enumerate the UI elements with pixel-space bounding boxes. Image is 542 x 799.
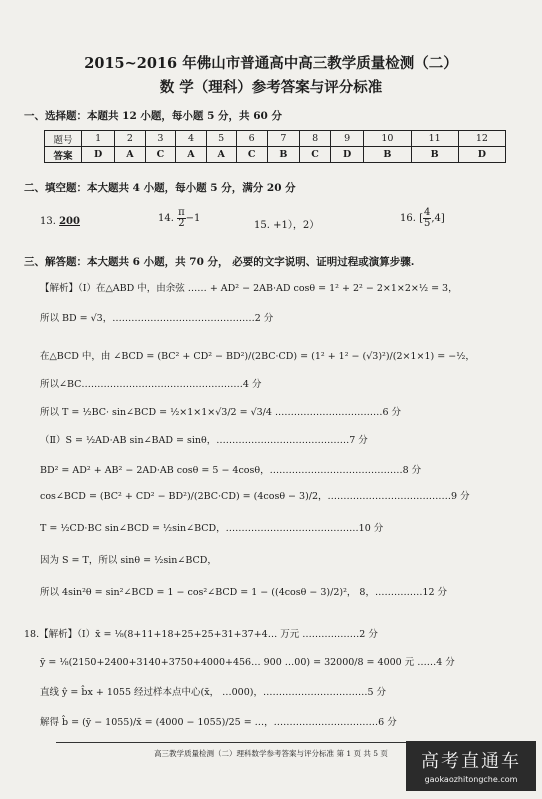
answer-table xyxy=(44,130,506,163)
question-number-row xyxy=(45,131,506,147)
fill-item-number: 16. xyxy=(400,213,416,224)
section-1-title: 一、选择题：本题共 12 小题，每小题 5 分，共 60 分 xyxy=(24,110,282,122)
watermark-logo xyxy=(406,741,536,791)
solution-line: 18.【解析】（Ⅰ）x̄ = ⅛(8+11+18+25+25+31+37+4… 万元 ………………2 分 xyxy=(24,629,378,640)
question-number: 3 xyxy=(145,131,176,147)
answer-cell: A xyxy=(176,147,206,163)
fill-blank-answers xyxy=(40,208,520,242)
solution-line: 所以 4sin²θ = sin²∠BCD = 1 − cos²∠BCD = 1 − ((4cosθ − 3)/2)²， 8，……………12 分 xyxy=(40,587,448,598)
answer-cell: D xyxy=(331,147,364,163)
solution-line: T = ½CD·BC sin∠BCD = ½sin∠BCD，……………………………………10 分 xyxy=(40,523,384,534)
solution-line: cos∠BCD = (BC² + CD² − BD²)/(2BC·CD) = (4cosθ − 3)/2，…………………………………9 分 xyxy=(40,491,470,502)
solution-line: 所以∠BC……………………………………………4 分 xyxy=(40,379,262,390)
question-number: 4 xyxy=(176,131,206,147)
solution-line: 因为 S = T，所以 sinθ = ½sin∠BCD， xyxy=(40,555,217,566)
main-title: 2015~2016 年佛山市普通高中高三教学质量检测（二） xyxy=(84,55,458,72)
solution-line: 所以 BD = √3，………………………………………2 分 xyxy=(40,313,274,324)
fill-item-number: 14. xyxy=(158,213,174,224)
answer-cell: D xyxy=(82,147,115,163)
question-number: 9 xyxy=(331,131,364,147)
answer-row xyxy=(45,147,506,163)
answer-cell: C xyxy=(300,147,331,163)
solution-line: 所以 T = ½BC· sin∠BCD = ½×1×1×√3/2 = √3/4 .……………………………6 分 xyxy=(40,407,402,418)
solution-line: 【解析】（Ⅰ）在△ABD 中，由余弦 …… + AD² − 2AB·AD cosθ = 1² + 2² − 2×1×2×½ = 3， xyxy=(40,283,458,294)
section-3-title: 三、解答题：本大题共 6 小题，共 70 分， 必要的文字说明、证明过程或演算步骤. xyxy=(24,256,415,268)
section-2-title: 二、填空题：本大题共 4 小题，每小题 5 分，满分 20 分 xyxy=(24,182,296,194)
solution-line: 解得 b̂ = (ȳ − 1055)/x̄ = (4000 − 1055)/25 = …，……………………………6 分 xyxy=(40,717,397,728)
answer-cell: D xyxy=(458,147,505,163)
fill-item-13 xyxy=(40,216,80,227)
answer-cell: C xyxy=(145,147,176,163)
question-number: 5 xyxy=(206,131,236,147)
four-fifths-fraction: $\frac{4}{5}$ xyxy=(424,207,431,229)
question-row-label: 题号 xyxy=(45,131,82,147)
answer-cell: A xyxy=(206,147,236,163)
fill-item-16: 16. [ $\frac{4}{5}$ ,4] xyxy=(400,207,445,229)
sub-title: 数 学（理科）参考答案与评分标准 xyxy=(159,79,383,96)
solution-line: （Ⅱ）S = ½AD·AB sin∠BAD = sinθ，……………………………………7 分 xyxy=(40,435,368,446)
question-number: 11 xyxy=(411,131,458,147)
question-number: 6 xyxy=(236,131,267,147)
question-number: 8 xyxy=(300,131,331,147)
answer-cell: B xyxy=(364,147,411,163)
answer-row-label: 答案 xyxy=(45,147,82,163)
question-number: 7 xyxy=(267,131,300,147)
solution-line: ȳ = ⅛(2150+2400+3140+3750+4000+456… 900 …00) = 32000/8 = 4000 元 ……4 分 xyxy=(40,657,455,668)
answer-cell: B xyxy=(267,147,300,163)
question-number: 1 xyxy=(82,131,115,147)
answer-cell: C xyxy=(236,147,267,163)
fill-item-number: 13. xyxy=(40,216,56,227)
watermark-title: 高考直通车 xyxy=(421,751,521,772)
watermark-url: gaokaozhitongche.com xyxy=(424,775,518,784)
question-number: 10 xyxy=(364,131,411,147)
solution-line: 直线 ŷ = b̂x + 1055 经过样本点中心(x̄， …000)，……………………………5 分 xyxy=(40,687,387,698)
fill-item-number: 15. xyxy=(254,220,270,231)
pi-over-two-fraction: $\frac{\pi}{2}$ xyxy=(178,207,185,229)
solution-line: 在△BCD 中，由 ∠BCD = (BC² + CD² − BD²)/(2BC·CD) = (1² + 1² − (√3)²)/(2×1×1) = −½， xyxy=(40,351,475,362)
fill-item-14: 14. $\frac{\pi}{2}$ −1 xyxy=(158,207,201,229)
fill-item-15 xyxy=(254,216,319,231)
answer-cell: B xyxy=(411,147,458,163)
fill-item-answer: +1），2） xyxy=(273,220,320,231)
question-number: 12 xyxy=(458,131,505,147)
answer-cell: A xyxy=(115,147,145,163)
page-footer: 高三教学质量检测（二）理科数学参考答案与评分标准 第 1 页 共 5 页 xyxy=(154,749,388,758)
fill-item-answer: 200 xyxy=(59,216,80,227)
solution-line: BD² = AD² + AB² − 2AD·AB cosθ = 5 − 4cosθ，……………………………………8 分 xyxy=(40,465,422,476)
question-number: 2 xyxy=(115,131,145,147)
